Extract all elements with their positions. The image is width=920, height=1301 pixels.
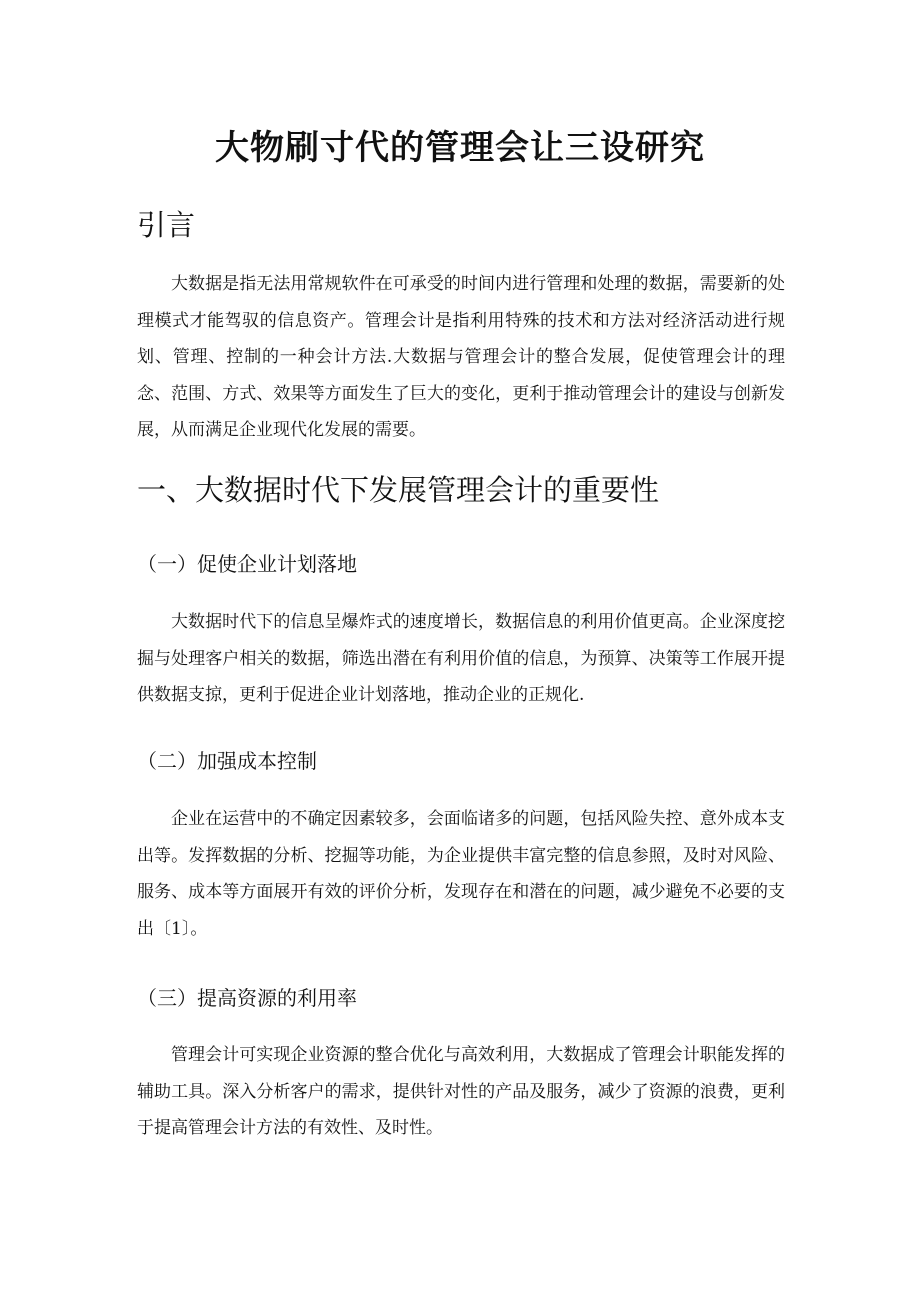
document-title: 大物刷寸代的管理会让三设研究 — [215, 128, 705, 168]
subsection-1-paragraph: 大数据时代下的信息呈爆炸式的速度增长，数据信息的利用价值更高。企业深度挖掘与处理客户相关的数据，筛选出潜在有利用价值的信息，为预算、决策等工作展开提供数据支掠，更利于促进企业计划落地，推动企业的正规化. — [137, 612, 785, 705]
section-1-heading: 一、大数据时代下发展管理会计的重要性 — [137, 473, 660, 507]
intro-paragraph: 大数据是指无法用常规软件在可承受的时间内进行管理和处理的数据，需要新的处理模式才能驾驭的信息资产。管理会计是指利用特殊的技术和方法对经济活动进行规划、管理、控制的一种会计方法.大数据与管理会计的整合发展，促使管理会计的理念、范围、方式、效果等方面发生了巨大的变化，更利于推动管理会计的建设与创新发展，从而满足企业现代化发展的需要。 — [137, 274, 785, 440]
subsection-2-paragraph: 企业在运营中的不确定因素较多，会面临诸多的问题，包括风险失控、意外成本支出等。发挥数据的分析、挖掘等功能，为企业提供丰富完整的信息参照，及时对风险、服务、成本等方面展开有效的评价分析，发现存在和潜在的问题，减少避免不必要的支出〔1〕。 — [137, 809, 785, 939]
subsection-2-heading: （二）加强成本控制 — [137, 749, 317, 773]
subsection-3-paragraph: 管理会计可实现企业资源的整合优化与高效利用，大数据成了管理会计职能发挥的辅助工具。深入分析客户的需求，提供针对性的产品及服务，减少了资源的浪费，更利于提高管理会计方法的有效性、及时性。 — [137, 1045, 785, 1138]
subsection-3-heading: （三）提高资源的利用率 — [137, 986, 357, 1010]
subsection-1-heading: （一）促使企业计划落地 — [137, 552, 357, 576]
intro-heading: 引言 — [137, 208, 196, 242]
